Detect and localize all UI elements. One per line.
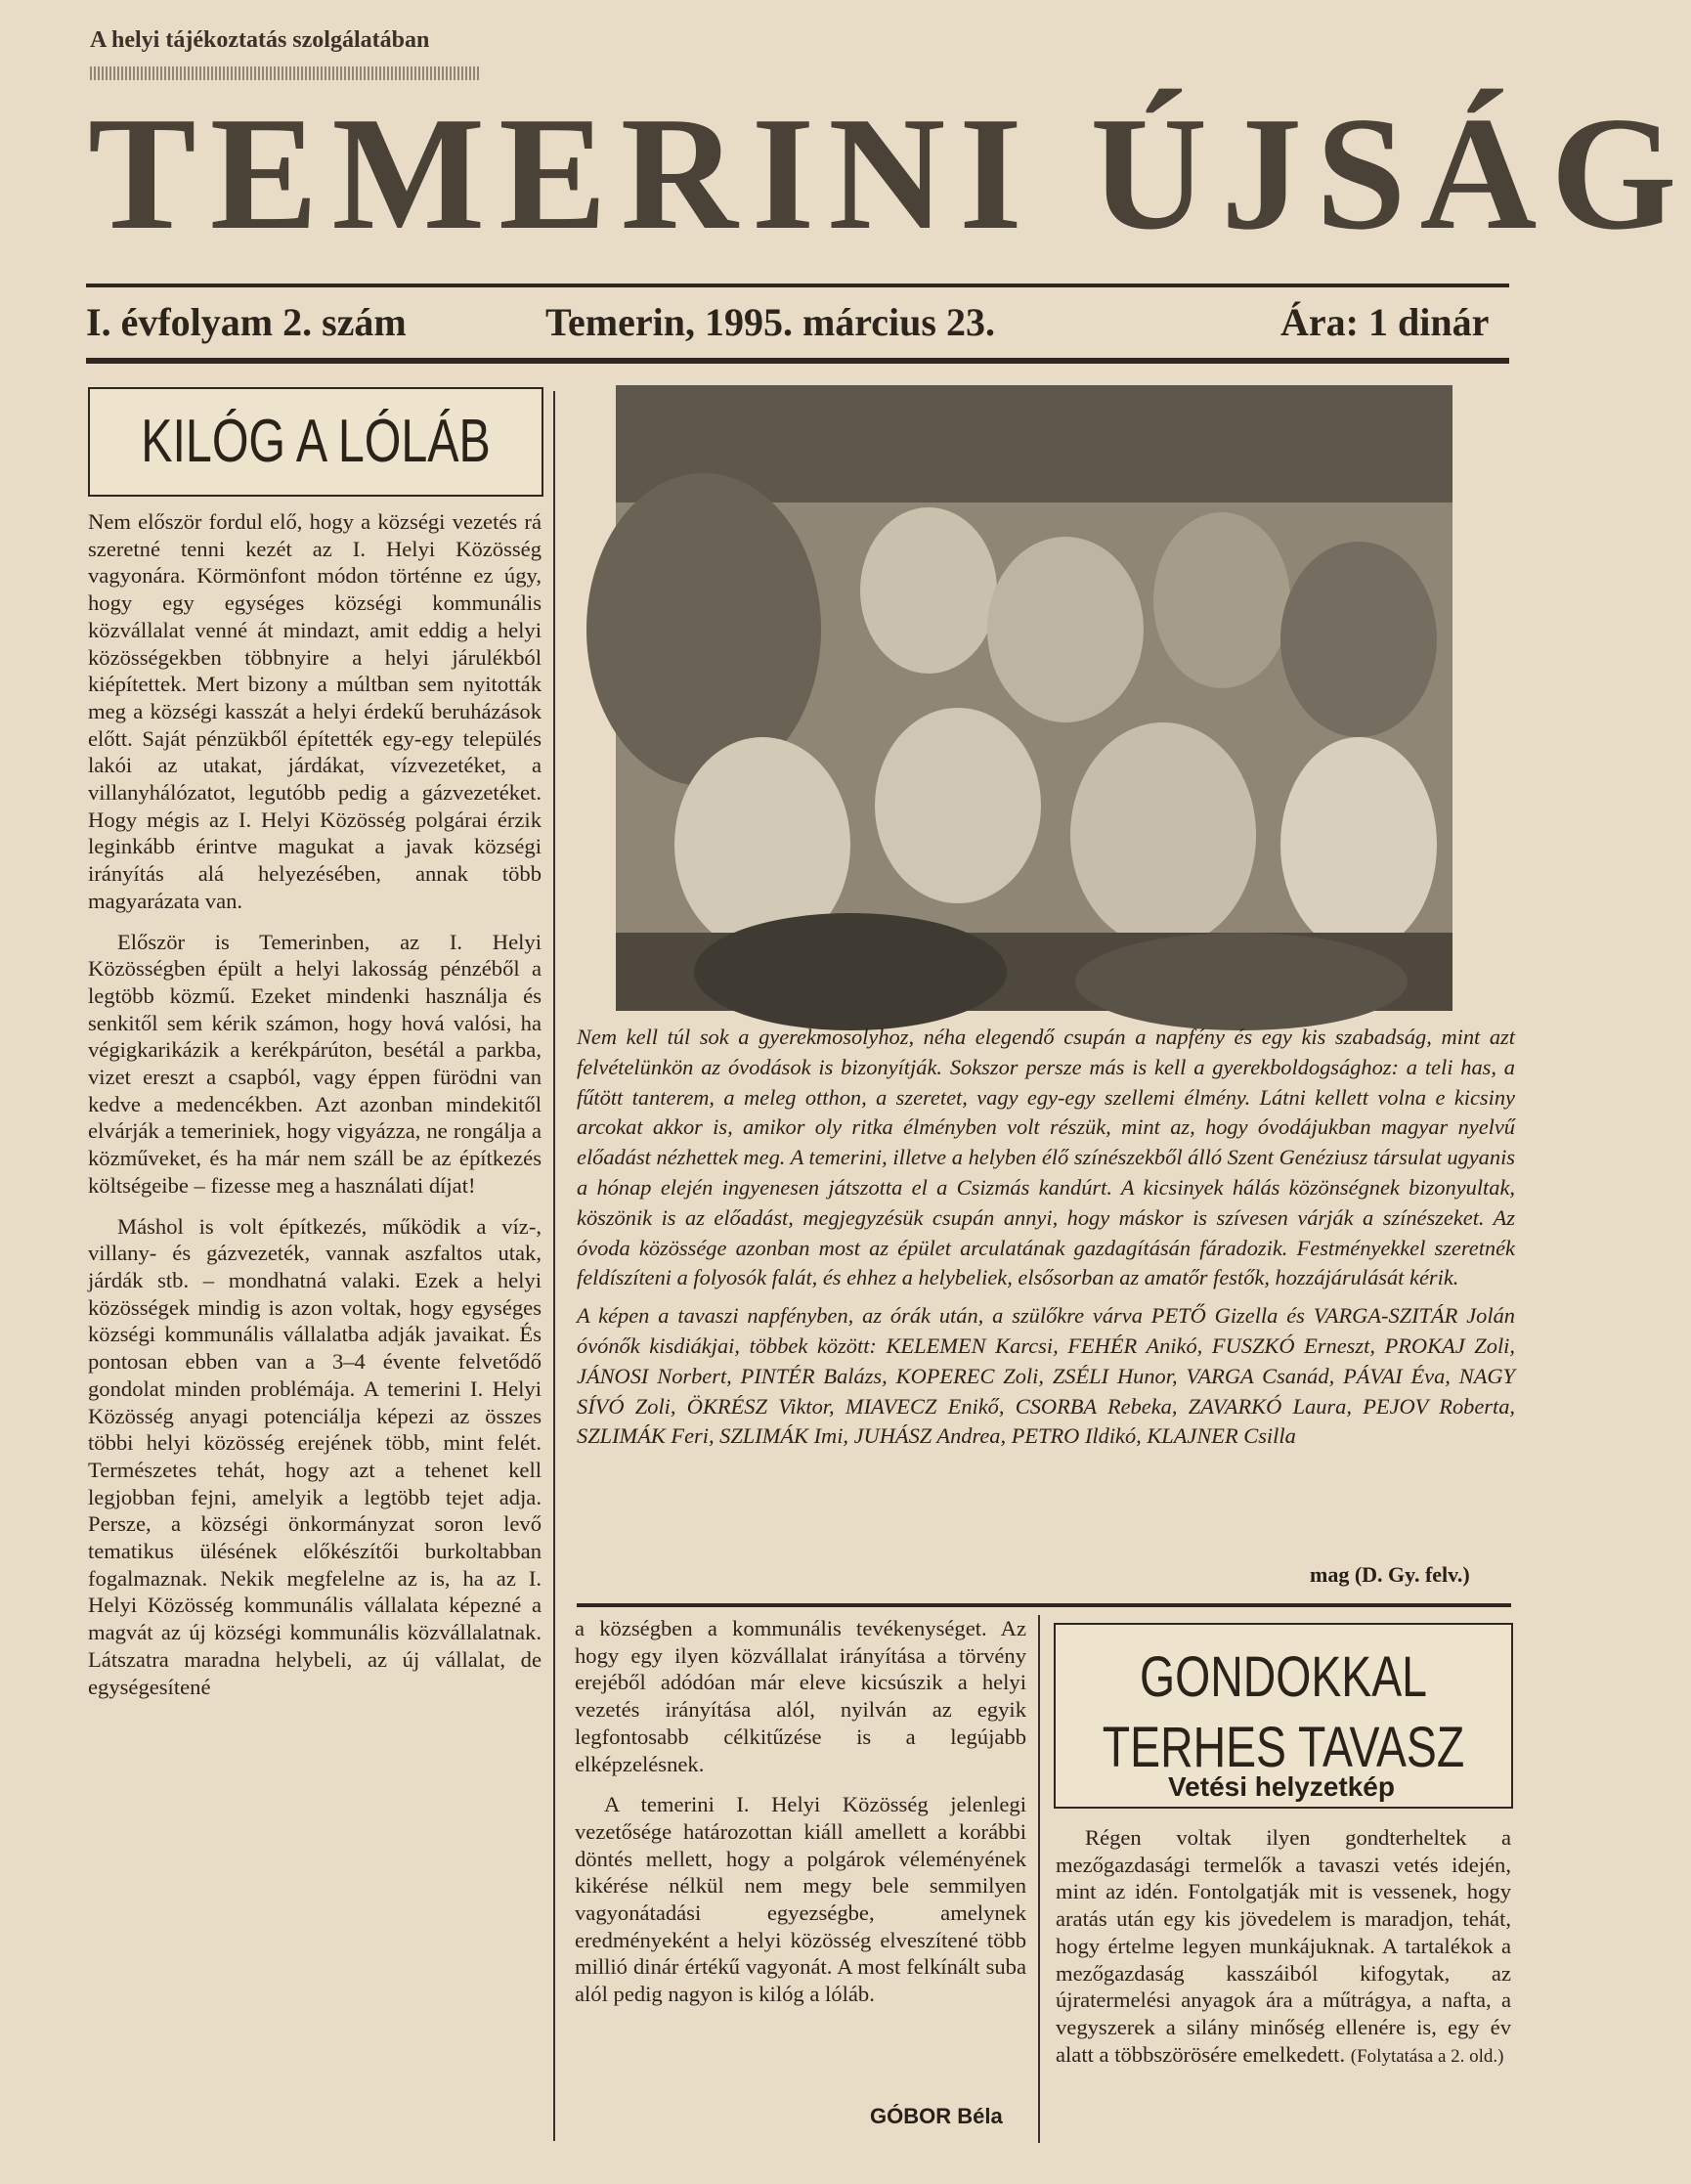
article-middle-column — [575, 1615, 1026, 2045]
issue-place-date: Temerin, 1995. március 23. — [545, 300, 995, 344]
continued-note: (Folytatása a 2. old.) — [1350, 2045, 1504, 2067]
article2-title-line1: GONDOKKAL — [1140, 1645, 1427, 1709]
column-divider-right — [1038, 1615, 1040, 2143]
article2-subtitle: Vetési helyzetkép — [1168, 1771, 1395, 1802]
article-author: GÓBOR Béla — [870, 2104, 1003, 2128]
photo-credit: mag (D. Gy. felv.) — [1310, 1562, 1470, 1587]
article-paragraph: Nem először fordul elő, hogy a községi vezetés rá szeretné tenni kezét az I. Helyi Közösség vagyonára. Körmönfont módon történne ez úgy, hogy egy egységes községi kommunális közvállalat venné át mindazt, amit eddig a helyi közösségekben többnyire a helyi járulékból kiépítettek. Mert bizony a múltban sem nyitották meg a községi kasszát a helyi érdekű beruházások előtt. Saját pénzükből építették egy-egy település lakói az utakat, járdákat, vízvezetéket, a villanyhálózatot, legutóbb pedig a gázvezetéket. Hogy mégis az I. Helyi Közösség polgárai érzik leginkább érintve magukat a javak községi irányítás alá helyezésében, annak több magyarázata van. — [88, 509, 542, 913]
article-left-column — [88, 508, 542, 2092]
photo-caption — [577, 1023, 1515, 1460]
motto-underline — [90, 66, 479, 80]
header-rule-bottom — [86, 358, 1509, 364]
kindergarten-photo — [616, 385, 1453, 1011]
photo-image — [616, 385, 1453, 1011]
issue-price: Ára: 1 dinár — [1280, 300, 1490, 344]
section-rule — [577, 1603, 1511, 1607]
article-continuation: a községben a kommunális tevékenységet. Az hogy egy ilyen közvállalat irányítása a törvény erejéből adódóan már eleve kicsúszik a helyi vezetés irányítása alól, nyilván az egyik legfontosabb célkitűzése is a legújabb elképzelésnek. — [575, 1616, 1026, 1776]
masthead-motto: A helyi tájékoztatás szolgálatában — [90, 27, 430, 53]
header-rule-top — [86, 284, 1509, 287]
article-title-box — [88, 387, 543, 497]
article2-body-text: Régen voltak ilyen gondterheltek a mezőgazdasági termelők a tavaszi vetés idején, mint az idén. Fontolgatják mit is vessenek, hogy aratás után egy kis jövedelem is maradjon, tehát, hogy értelme legyen munkájuknak. A tartalékok a mezőgazdaság kasszáiból kifogytak, az újratermelési anyagok ára a műtrágya, a nafta, a vegyszerek a silány minőség ellenére is, egy év alatt a többszörösére emelkedett. — [1056, 1825, 1511, 2067]
issue-volume: I. évfolyam 2. szám — [86, 300, 407, 344]
article2-body-column — [1056, 1824, 1511, 2137]
article2-title-line2: TERHES TAVASZ — [1102, 1716, 1465, 1779]
article-title: KILÓG A LÓLÁB — [141, 408, 491, 475]
article2-body — [1056, 1824, 1511, 2070]
article-paragraph: Először is Temerinben, az I. Helyi Közösségben épült a helyi lakosság pénzéből a legtöbb közmű. Ezeket mindenki használja és senkitől sem kérik számon, hogy hová valósi, ha végigkarikázik a kerékpárúton, besétál a parkba, vizet ereszt a csapból, vagy éppen fürödni van kedve a medencékben. Azt azonban mindekitől elvárják a temeriniek, hogy vigyázza, ne rongálja a közműveket, és ha már nem száll be az építkezés költségeibe – fizesse meg a használati díjat! — [88, 929, 542, 1198]
caption-names: A képen a tavaszi napfényben, az órák után, a szülőkre várva PETŐ Gizella és VARGA-SZITÁR Jolán óvónők kisdiákjai, többek között: KELEMEN Karcsi, FEHÉR Anikó, FUSZKÓ Erneszt, PROKAJ Zoli, JÁNOSI Norbert, PINTÉR Balázs, KOPEREC Zoli, ZSÉLI Hunor, VARGA Csanád, PÁVAI Éva, NAGY SÍVÓ Zoli, ÖKRÉSZ Viktor, MIAVECZ Enikő, CSORBA Rebeka, ZAVARKÓ Laura, PEJOV Roberta, SZLIMÁK Feri, SZLIMÁK Imi, JUHÁSZ Andrea, PETRO Ildikó, KLAJNER Csilla — [577, 1303, 1515, 1449]
column-divider — [553, 391, 555, 2141]
newspaper-title: TEMERINI ÚJSÁG — [88, 83, 1691, 263]
article-continuation: A temerini I. Helyi Közösség jelenlegi vezetősége határozottan kiáll amellett a korábbi döntés mellett, hogy a polgárok véleményének kikérése nélkül nem megy bele semmilyen vagyonátadási egyezségbe, amelynek eredményeként a helyi közösség elveszítené több millió dinár értékű vagyonát. A most felkínált suba alól pedig nagyon is kilóg a lóláb. — [575, 1792, 1026, 2007]
article-paragraph: Máshol is volt építkezés, működik a víz-, villany- és gázvezeték, vannak aszfaltos utak, járdák stb. – mondhatná valaki. Ezek a helyi közösségek mindig is azon voltak, hogy egységes községi kommunális vállalatba adják javaikat. És pontosan ebben van a 3–4 évente felvetődő gondolat minden problémája. A temerini I. Helyi Közösség anyagi potenciálja képezi az összes többi helyi közösség erejének több, mint felét. Természetes tehát, hogy azt a tehenet kell legjobban fejni, amelyik a legtöbb tejet adja. Persze, a községi önkormányzat soron levő tematikus ülésének előkészítői burkoltabban fogalmaznak. Nekik megfelelne az is, ha az I. Helyi Közösség kommunális vállalata képezné a magvát az új községi kommunális közvállalatnak. Látszatra maradna helybeli, az új vállalat, de egységesítené — [88, 1213, 542, 1699]
caption-paragraph: Nem kell túl sok a gyerekmosolyhoz, néha elegendő csupán a napfény és egy kis szabadság, mint azt felvételünkön az óvodások is bizonyítják. Sokszor persze más is kell a gyerekboldogsághoz: a teli has, a fűtött tanterem, a meleg otthon, a szeretet, vagy egy-egy szellemi élmény. Látni kellett volna e kicsiny arcokat akkor is, amikor oly ritka élményben volt részük, mint az, hogy óvodájukban magyar nyelvű előadást nézhettek meg. A temerini, illetve a helyben élő színészekből álló Szent Genéziusz társulat ugyanis a hónap elején ingyenesen játszotta el a Csizmás kandúrt. A kicsinyek hálás közönségnek bizonyultak, köszönik is az előadást, megjegyzésük csupán annyi, hogy máskor is szívesen várják a színészeket. Az óvoda közössége azonban most az épület arculatának gazdagításán fáradozik. Festményekkel szeretnék feldíszíteni a folyosók falát, és ehhez a helybeliek, elsősorban az amatőr festők, hozzájárulását kérik. — [577, 1025, 1515, 1290]
